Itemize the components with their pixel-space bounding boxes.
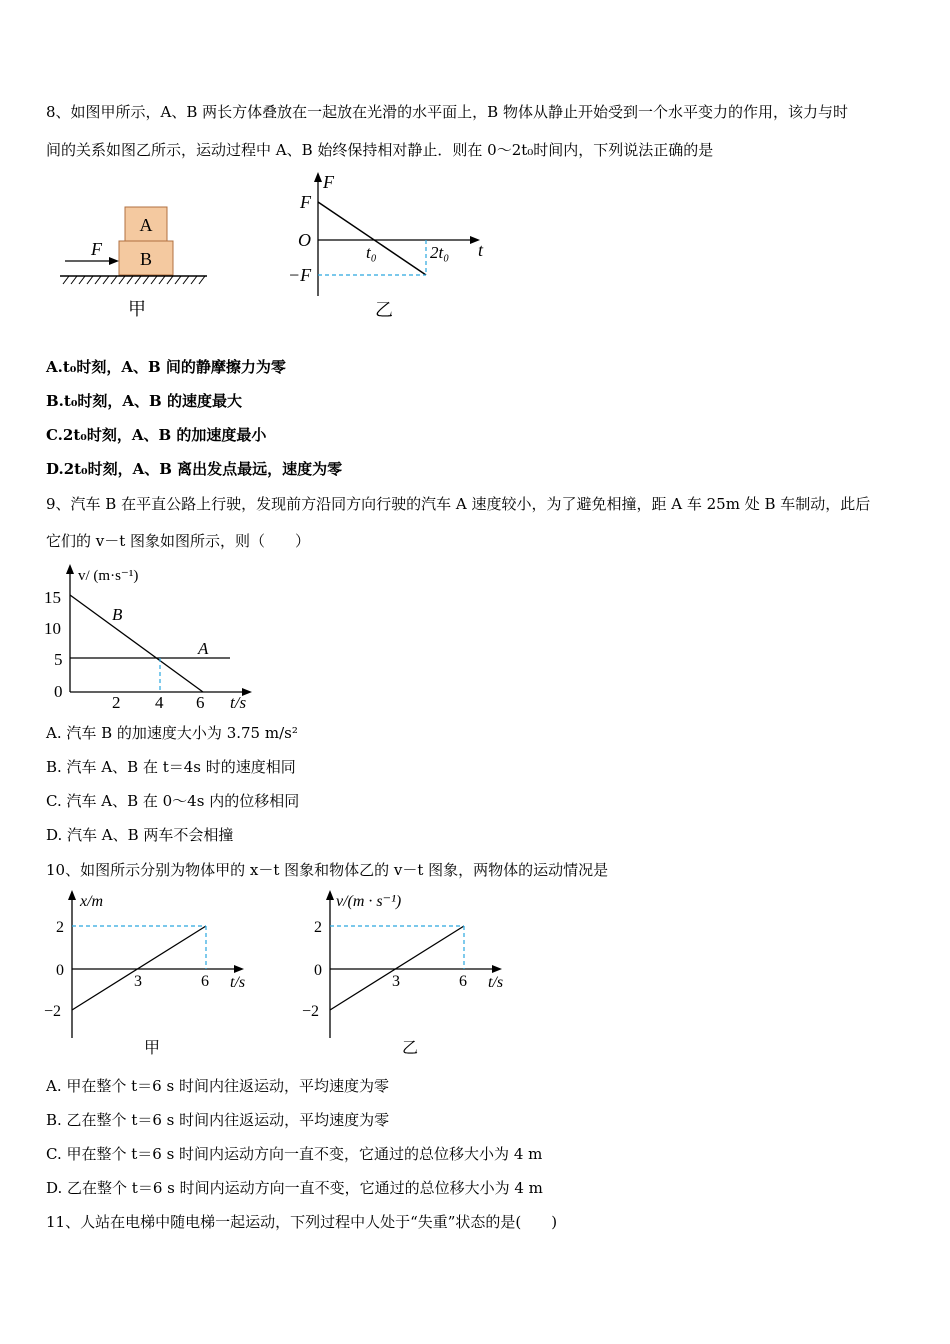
q8-option-a[interactable]: A.t₀时刻，A、B 间的静摩擦力为零 [46,358,286,376]
q9-option-c[interactable]: C. 汽车 A、B 在 0～4s 内的位移相同 [46,792,300,810]
force-label: F [91,239,102,259]
caption-jia: 甲 [143,1040,161,1057]
block-b-label: B [139,249,153,269]
q8-option-b[interactable]: B.t₀时刻，A、B 的速度最大 [46,392,242,410]
force-line [318,202,426,275]
x-label: t/s [230,693,247,712]
x-label: t/s [488,974,504,991]
q10-xt-chart-jia [40,888,270,1063]
motion-line [72,926,206,1010]
x-tick-3: 3 [134,973,142,990]
q10-option-a[interactable]: A. 甲在整个 t＝6 s 时间内往返运动，平均速度为零 [46,1077,389,1095]
origin-label: O [298,230,311,250]
x-tick-6: 6 [459,973,467,990]
motion-line [330,926,464,1010]
y-tick-0: 0 [54,682,63,701]
q8-stem-line1: 8、如图甲所示，A、B 两长方体叠放在一起放在光滑的水平面上，B 物体从静止开始受到一个水平变力的作用，该力与时 [46,103,848,121]
x-tick-3: 3 [392,973,400,990]
y-tick-5: 5 [54,650,63,669]
x-label: t/s [230,974,246,991]
caption-yi: 乙 [401,1040,419,1057]
ground-hatch [63,276,205,284]
t2-label: 2t₀ [430,243,450,262]
y-axis-arrow [68,890,76,900]
y-tick-0: 0 [314,962,322,979]
y-axis-arrow [314,172,322,182]
y-tick-10: 10 [44,619,61,638]
x-tick-4: 4 [155,693,164,712]
caption-jia: 甲 [128,299,146,319]
x-axis-label: t [478,240,484,260]
label-a: A [198,639,209,658]
y-tick-0: 0 [56,962,64,979]
x-axis-arrow [492,965,502,973]
t0-label: t₀ [366,243,377,262]
y-axis-arrow [66,564,74,574]
y-tick-neg2: −2 [302,1003,320,1020]
q10-option-c[interactable]: C. 甲在整个 t＝6 s 时间内运动方向一直不变，它通过的总位移大小为 4 m [46,1145,543,1163]
q9-option-b[interactable]: B. 汽车 A、B 在 t＝4s 时的速度相同 [46,758,296,776]
q9-stem-line2: 它们的 v－t 图象如图所示，则（ ） [46,532,311,550]
y-tick-2: 2 [314,919,322,936]
q8-stem-line2: 间的关系如图乙所示，运动过程中 A、B 始终保持相对静止．则在 0～2t₀时间内，下列说法正确的是 [46,141,714,159]
q8-option-d[interactable]: D.2t₀时刻，A、B 离出发点最远，速度为零 [46,460,343,478]
caption-yi: 乙 [375,300,393,320]
y-tick-15: 15 [44,588,61,607]
q10-vt-chart-yi [298,888,528,1063]
x-tick-2: 2 [112,693,121,712]
q8-figure-jia [55,195,215,325]
y-top-label: F [300,192,311,212]
y-axis-arrow [326,890,334,900]
q9-option-d[interactable]: D. 汽车 A、B 两车不会相撞 [46,826,234,844]
force-arrowhead [109,257,119,265]
y-bottom-label: −F [288,265,312,285]
y-tick-neg2: −2 [44,1003,62,1020]
q9-vt-chart [40,562,270,712]
q9-option-a[interactable]: A. 汽车 B 的加速度大小为 3.75 m/s² [46,724,298,742]
y-tick-2: 2 [56,919,64,936]
y-label: x/m [80,893,104,910]
x-axis-arrow [234,965,244,973]
q11-stem-line1: 11、人站在电梯中随电梯一起运动，下列过程中人处于“失重”状态的是( ) [46,1213,558,1231]
line-b [70,595,203,692]
x-tick-6: 6 [196,693,205,712]
x-tick-6: 6 [201,973,209,990]
label-b: B [112,605,123,624]
q10-stem-line1: 10、如图所示分别为物体甲的 x－t 图象和物体乙的 v－t 图象，两物体的运动情况是 [46,861,609,879]
y-label: v/ (m·s⁻¹) [78,568,139,584]
y-axis-label: F [323,172,334,192]
q9-stem-line1: 9、汽车 B 在平直公路上行驶，发现前方沿同方向行驶的汽车 A 速度较小，为了避免相撞，距 A 车 25m 处 B 车制动，此后 [46,495,871,513]
y-label: v/(m · s⁻¹) [336,893,402,910]
q8-figure-yi [280,168,500,328]
block-a-label: A [139,215,153,235]
q10-option-d[interactable]: D. 乙在整个 t＝6 s 时间内运动方向一直不变，它通过的总位移大小为 4 m [46,1179,543,1197]
q8-option-c[interactable]: C.2t₀时刻，A、B 的加速度最小 [46,426,267,444]
q10-option-b[interactable]: B. 乙在整个 t＝6 s 时间内往返运动，平均速度为零 [46,1111,390,1129]
